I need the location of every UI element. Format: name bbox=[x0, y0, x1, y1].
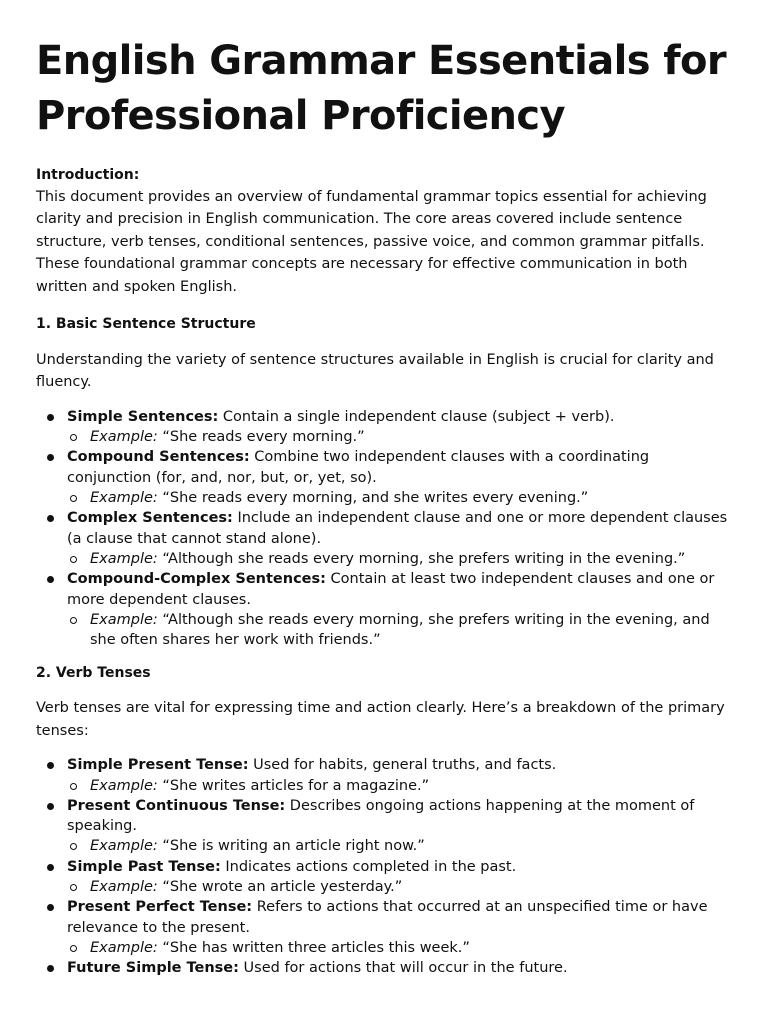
list-item bbox=[36, 857, 732, 898]
example-list bbox=[67, 610, 732, 651]
example-item bbox=[67, 549, 732, 569]
hollow-bullet-icon bbox=[70, 884, 77, 891]
bullet-icon bbox=[47, 515, 54, 522]
example-label: Example: bbox=[90, 879, 158, 895]
example-text: “She has written three articles this week.” bbox=[157, 939, 470, 956]
example-item bbox=[67, 610, 732, 651]
example-item bbox=[67, 877, 732, 897]
term-description: Contain at least two independent clauses and one or more dependent clauses. bbox=[67, 571, 715, 608]
bullet-icon bbox=[47, 864, 54, 871]
sentence-structure-list bbox=[36, 407, 732, 651]
bullet-icon bbox=[47, 454, 54, 461]
section-description: Understanding the variety of sentence structures available in English is crucial for clarity and fluency. bbox=[36, 352, 714, 391]
example-item bbox=[67, 836, 732, 856]
list-item bbox=[36, 796, 732, 857]
term-label: Compound Sentences: bbox=[67, 449, 250, 466]
example-list bbox=[67, 776, 732, 796]
term-description: Contain a single independent clause (subject + verb). bbox=[218, 408, 615, 425]
example-list bbox=[67, 549, 732, 569]
intro-text: This document provides an overview of fundamental grammar topics essential for achieving clarity and precision in English communication. The core areas covered include sentence structure, verb tenses, conditional sentences, passive voice, and common grammar pitfalls. These foundational grammar concepts are necessary for effective communication in both written and spoken English. bbox=[36, 189, 707, 295]
example-label: Example: bbox=[90, 939, 158, 956]
example-label: Example: bbox=[90, 490, 158, 507]
hollow-bullet-icon bbox=[70, 495, 77, 502]
example-item bbox=[67, 427, 732, 447]
hollow-bullet-icon bbox=[70, 434, 77, 441]
example-label: Example: bbox=[90, 777, 158, 794]
example-item bbox=[67, 938, 732, 958]
bullet-icon bbox=[47, 576, 54, 583]
term-label: Simple Sentences: bbox=[67, 408, 219, 425]
term-description: Indicates actions completed in the past. bbox=[220, 858, 517, 875]
bullet-icon bbox=[47, 904, 54, 911]
list-item bbox=[36, 508, 732, 569]
example-text: “She reads every morning, and she writes every evening.” bbox=[157, 490, 589, 507]
verb-tenses-list bbox=[36, 755, 732, 978]
term-label: Present Continuous Tense: bbox=[67, 797, 286, 814]
section-heading: 2. Verb Tenses bbox=[36, 665, 151, 682]
term-description: Include an independent clause and one or more dependent clauses (a clause that cannot stand alone). bbox=[67, 510, 728, 547]
example-list bbox=[67, 836, 732, 856]
bullet-icon bbox=[47, 965, 54, 972]
bullet-icon bbox=[47, 803, 54, 810]
example-text: “Although she reads every morning, she prefers writing in the evening.” bbox=[157, 550, 686, 567]
list-item bbox=[36, 447, 732, 508]
example-label: Example: bbox=[90, 838, 158, 855]
list-item bbox=[36, 407, 732, 448]
example-text: “She is writing an article right now.” bbox=[157, 838, 425, 855]
example-list bbox=[67, 488, 732, 508]
section-description: Verb tenses are vital for expressing time and action clearly. Here’s a breakdown of the primary tenses: bbox=[36, 700, 725, 739]
example-item bbox=[67, 776, 732, 796]
hollow-bullet-icon bbox=[70, 783, 77, 790]
term-description: Used for actions that will occur in the future. bbox=[238, 960, 568, 977]
example-label: Example: bbox=[90, 611, 158, 628]
hollow-bullet-icon bbox=[70, 617, 77, 624]
example-label: Example: bbox=[90, 550, 158, 567]
example-label: Example: bbox=[90, 429, 158, 446]
example-item bbox=[67, 488, 732, 508]
hollow-bullet-icon bbox=[70, 556, 77, 563]
hollow-bullet-icon bbox=[70, 843, 77, 850]
term-label: Simple Present Tense: bbox=[67, 757, 249, 774]
intro-label: Introduction: bbox=[36, 167, 140, 183]
hollow-bullet-icon bbox=[70, 945, 77, 952]
example-text: “She wrote an article yesterday.” bbox=[157, 879, 403, 895]
section-heading: 1. Basic Sentence Structure bbox=[36, 316, 256, 333]
term-description: Combine two independent clauses with a coordinating conjunction (for, and, nor, but, or, yet, so). bbox=[67, 449, 650, 486]
example-list bbox=[67, 427, 732, 447]
term-description: Describes ongoing actions happening at the moment of speaking. bbox=[67, 797, 695, 835]
list-item bbox=[36, 755, 732, 796]
term-label: Present Perfect Tense: bbox=[67, 899, 253, 916]
example-list bbox=[67, 938, 732, 958]
term-label: Complex Sentences: bbox=[67, 510, 233, 527]
list-item bbox=[36, 897, 732, 958]
document-title: English Grammar Essentials for Professional Proficiency bbox=[36, 38, 727, 139]
bullet-icon bbox=[47, 414, 54, 421]
term-label: Simple Past Tense: bbox=[67, 858, 221, 875]
bullet-icon bbox=[47, 762, 54, 769]
example-list bbox=[67, 877, 732, 897]
example-text: “She reads every morning.” bbox=[157, 429, 365, 446]
term-description: Used for habits, general truths, and facts. bbox=[248, 757, 557, 774]
list-item bbox=[36, 569, 732, 650]
example-text: “Although she reads every morning, she prefers writing in the evening, and she often shares her work with friends.” bbox=[90, 611, 710, 649]
example-text: “She writes articles for a magazine.” bbox=[157, 777, 430, 794]
term-label: Compound-Complex Sentences: bbox=[67, 571, 326, 588]
term-label: Future Simple Tense: bbox=[67, 960, 239, 977]
list-item bbox=[36, 958, 732, 978]
term-description: Refers to actions that occurred at an unspecified time or have relevance to the present. bbox=[67, 899, 708, 936]
